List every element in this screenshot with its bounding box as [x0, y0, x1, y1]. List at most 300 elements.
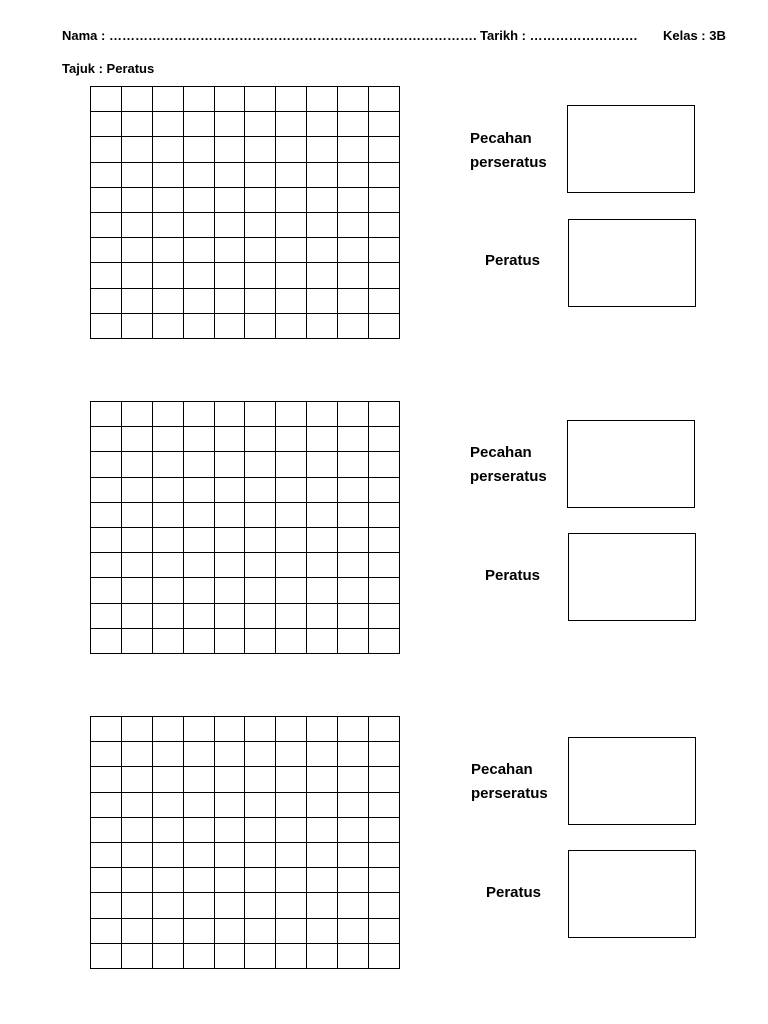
- grid-cell[interactable]: [122, 843, 153, 868]
- grid-cell[interactable]: [338, 402, 369, 427]
- grid-cell[interactable]: [245, 717, 276, 742]
- grid-cell[interactable]: [245, 213, 276, 238]
- grid-cell[interactable]: [153, 213, 184, 238]
- grid-cell[interactable]: [91, 263, 122, 288]
- grid-cell[interactable]: [245, 137, 276, 162]
- grid-cell[interactable]: [91, 528, 122, 553]
- grid-cell[interactable]: [122, 137, 153, 162]
- grid-cell[interactable]: [122, 112, 153, 137]
- grid-cell[interactable]: [122, 818, 153, 843]
- grid-cell[interactable]: [307, 742, 338, 767]
- grid-cell[interactable]: [153, 843, 184, 868]
- grid-cell[interactable]: [369, 452, 400, 477]
- grid-cell[interactable]: [338, 452, 369, 477]
- grid-cell[interactable]: [307, 629, 338, 654]
- grid-cell[interactable]: [184, 793, 215, 818]
- grid-cell[interactable]: [338, 238, 369, 263]
- grid-cell[interactable]: [307, 578, 338, 603]
- grid-cell[interactable]: [91, 289, 122, 314]
- grid-cell[interactable]: [276, 604, 307, 629]
- grid-cell[interactable]: [153, 188, 184, 213]
- grid-cell[interactable]: [184, 427, 215, 452]
- grid-cell[interactable]: [338, 893, 369, 918]
- grid-cell[interactable]: [307, 604, 338, 629]
- grid-cell[interactable]: [91, 629, 122, 654]
- grid-cell[interactable]: [276, 238, 307, 263]
- grid-cell[interactable]: [276, 263, 307, 288]
- grid-cell[interactable]: [153, 767, 184, 792]
- grid-cell[interactable]: [184, 553, 215, 578]
- grid-cell[interactable]: [307, 314, 338, 339]
- grid-cell[interactable]: [307, 289, 338, 314]
- grid-cell[interactable]: [338, 742, 369, 767]
- grid-cell[interactable]: [91, 238, 122, 263]
- grid-cell[interactable]: [276, 188, 307, 213]
- grid-cell[interactable]: [369, 919, 400, 944]
- grid-cell[interactable]: [91, 868, 122, 893]
- grid-cell[interactable]: [307, 163, 338, 188]
- grid-cell[interactable]: [215, 528, 246, 553]
- grid-cell[interactable]: [307, 452, 338, 477]
- grid-cell[interactable]: [369, 793, 400, 818]
- grid-cell[interactable]: [122, 553, 153, 578]
- grid-cell[interactable]: [338, 868, 369, 893]
- grid-cell[interactable]: [369, 188, 400, 213]
- grid-cell[interactable]: [369, 238, 400, 263]
- grid-cell[interactable]: [338, 793, 369, 818]
- nama-field[interactable]: Nama : ………………………………………………………………………….: [62, 28, 477, 43]
- grid-cell[interactable]: [215, 843, 246, 868]
- grid-cell[interactable]: [153, 629, 184, 654]
- grid-cell[interactable]: [122, 578, 153, 603]
- grid-cell[interactable]: [91, 604, 122, 629]
- grid-cell[interactable]: [184, 717, 215, 742]
- grid-cell[interactable]: [369, 112, 400, 137]
- grid-cell[interactable]: [307, 402, 338, 427]
- grid-cell[interactable]: [153, 87, 184, 112]
- grid-cell[interactable]: [91, 944, 122, 969]
- grid-cell[interactable]: [369, 629, 400, 654]
- grid-cell[interactable]: [184, 767, 215, 792]
- grid-cell[interactable]: [307, 427, 338, 452]
- grid-cell[interactable]: [276, 629, 307, 654]
- grid-cell[interactable]: [153, 528, 184, 553]
- grid-cell[interactable]: [184, 87, 215, 112]
- grid-cell[interactable]: [122, 314, 153, 339]
- grid-cell[interactable]: [307, 944, 338, 969]
- grid-cell[interactable]: [338, 919, 369, 944]
- grid-cell[interactable]: [91, 767, 122, 792]
- grid-cell[interactable]: [91, 818, 122, 843]
- grid-cell[interactable]: [153, 919, 184, 944]
- grid-cell[interactable]: [91, 478, 122, 503]
- grid-cell[interactable]: [276, 578, 307, 603]
- hundred-grid-3[interactable]: [90, 716, 400, 969]
- grid-cell[interactable]: [245, 478, 276, 503]
- grid-cell[interactable]: [153, 578, 184, 603]
- grid-cell[interactable]: [338, 427, 369, 452]
- grid-cell[interactable]: [369, 163, 400, 188]
- grid-cell[interactable]: [338, 843, 369, 868]
- grid-cell[interactable]: [91, 578, 122, 603]
- grid-cell[interactable]: [122, 944, 153, 969]
- grid-cell[interactable]: [307, 213, 338, 238]
- grid-cell[interactable]: [215, 717, 246, 742]
- grid-cell[interactable]: [369, 289, 400, 314]
- grid-cell[interactable]: [215, 503, 246, 528]
- grid-cell[interactable]: [122, 767, 153, 792]
- grid-cell[interactable]: [91, 137, 122, 162]
- grid-cell[interactable]: [307, 112, 338, 137]
- grid-cell[interactable]: [91, 503, 122, 528]
- grid-cell[interactable]: [215, 314, 246, 339]
- grid-cell[interactable]: [122, 528, 153, 553]
- grid-cell[interactable]: [215, 604, 246, 629]
- grid-cell[interactable]: [245, 503, 276, 528]
- grid-cell[interactable]: [122, 868, 153, 893]
- grid-cell[interactable]: [153, 238, 184, 263]
- grid-cell[interactable]: [215, 944, 246, 969]
- grid-cell[interactable]: [338, 767, 369, 792]
- grid-cell[interactable]: [338, 944, 369, 969]
- grid-cell[interactable]: [307, 478, 338, 503]
- grid-cell[interactable]: [122, 893, 153, 918]
- grid-cell[interactable]: [122, 289, 153, 314]
- grid-cell[interactable]: [369, 818, 400, 843]
- grid-cell[interactable]: [215, 553, 246, 578]
- grid-cell[interactable]: [245, 188, 276, 213]
- hundred-grid-2[interactable]: [90, 401, 400, 654]
- grid-cell[interactable]: [276, 818, 307, 843]
- grid-cell[interactable]: [245, 427, 276, 452]
- grid-cell[interactable]: [153, 944, 184, 969]
- grid-cell[interactable]: [153, 289, 184, 314]
- grid-cell[interactable]: [307, 767, 338, 792]
- grid-cell[interactable]: [184, 213, 215, 238]
- grid-cell[interactable]: [215, 188, 246, 213]
- grid-cell[interactable]: [153, 717, 184, 742]
- grid-cell[interactable]: [153, 112, 184, 137]
- grid-cell[interactable]: [91, 188, 122, 213]
- grid-cell[interactable]: [184, 402, 215, 427]
- grid-cell[interactable]: [215, 478, 246, 503]
- grid-cell[interactable]: [122, 717, 153, 742]
- grid-cell[interactable]: [245, 793, 276, 818]
- grid-cell[interactable]: [276, 767, 307, 792]
- grid-cell[interactable]: [276, 213, 307, 238]
- grid-cell[interactable]: [91, 717, 122, 742]
- grid-cell[interactable]: [153, 263, 184, 288]
- grid-cell[interactable]: [369, 427, 400, 452]
- grid-cell[interactable]: [153, 402, 184, 427]
- grid-cell[interactable]: [369, 604, 400, 629]
- grid-cell[interactable]: [338, 87, 369, 112]
- grid-cell[interactable]: [276, 112, 307, 137]
- grid-cell[interactable]: [307, 793, 338, 818]
- percent-answer-box-2[interactable]: [568, 533, 696, 621]
- grid-cell[interactable]: [153, 452, 184, 477]
- grid-cell[interactable]: [245, 238, 276, 263]
- grid-cell[interactable]: [276, 427, 307, 452]
- grid-cell[interactable]: [276, 868, 307, 893]
- grid-cell[interactable]: [338, 629, 369, 654]
- grid-cell[interactable]: [338, 289, 369, 314]
- grid-cell[interactable]: [184, 629, 215, 654]
- grid-cell[interactable]: [184, 478, 215, 503]
- grid-cell[interactable]: [338, 503, 369, 528]
- grid-cell[interactable]: [338, 263, 369, 288]
- grid-cell[interactable]: [184, 578, 215, 603]
- grid-cell[interactable]: [91, 893, 122, 918]
- grid-cell[interactable]: [245, 528, 276, 553]
- grid-cell[interactable]: [184, 843, 215, 868]
- grid-cell[interactable]: [276, 478, 307, 503]
- tarikh-field[interactable]: Tarikh : …………………….: [480, 28, 638, 43]
- fraction-answer-box-2[interactable]: [567, 420, 695, 508]
- grid-cell[interactable]: [122, 188, 153, 213]
- grid-cell[interactable]: [184, 137, 215, 162]
- grid-cell[interactable]: [215, 213, 246, 238]
- grid-cell[interactable]: [338, 137, 369, 162]
- grid-cell[interactable]: [245, 314, 276, 339]
- grid-cell[interactable]: [338, 604, 369, 629]
- grid-cell[interactable]: [276, 137, 307, 162]
- grid-cell[interactable]: [338, 163, 369, 188]
- grid-cell[interactable]: [184, 503, 215, 528]
- fraction-answer-box-1[interactable]: [567, 105, 695, 193]
- grid-cell[interactable]: [184, 742, 215, 767]
- grid-cell[interactable]: [122, 503, 153, 528]
- grid-cell[interactable]: [338, 553, 369, 578]
- grid-cell[interactable]: [122, 629, 153, 654]
- grid-cell[interactable]: [245, 289, 276, 314]
- grid-cell[interactable]: [122, 452, 153, 477]
- fraction-answer-box-3[interactable]: [568, 737, 696, 825]
- grid-cell[interactable]: [307, 238, 338, 263]
- grid-cell[interactable]: [153, 478, 184, 503]
- grid-cell[interactable]: [215, 289, 246, 314]
- grid-cell[interactable]: [338, 188, 369, 213]
- grid-cell[interactable]: [307, 263, 338, 288]
- grid-cell[interactable]: [338, 578, 369, 603]
- grid-cell[interactable]: [245, 163, 276, 188]
- grid-cell[interactable]: [153, 818, 184, 843]
- grid-cell[interactable]: [91, 919, 122, 944]
- grid-cell[interactable]: [369, 213, 400, 238]
- grid-cell[interactable]: [184, 263, 215, 288]
- grid-cell[interactable]: [122, 742, 153, 767]
- grid-cell[interactable]: [276, 553, 307, 578]
- grid-cell[interactable]: [122, 213, 153, 238]
- grid-cell[interactable]: [245, 818, 276, 843]
- grid-cell[interactable]: [122, 402, 153, 427]
- grid-cell[interactable]: [215, 868, 246, 893]
- grid-cell[interactable]: [91, 427, 122, 452]
- grid-cell[interactable]: [122, 263, 153, 288]
- grid-cell[interactable]: [245, 893, 276, 918]
- grid-cell[interactable]: [245, 843, 276, 868]
- grid-cell[interactable]: [153, 604, 184, 629]
- grid-cell[interactable]: [122, 478, 153, 503]
- grid-cell[interactable]: [369, 478, 400, 503]
- grid-cell[interactable]: [276, 452, 307, 477]
- grid-cell[interactable]: [153, 137, 184, 162]
- grid-cell[interactable]: [215, 578, 246, 603]
- grid-cell[interactable]: [307, 919, 338, 944]
- grid-cell[interactable]: [91, 112, 122, 137]
- grid-cell[interactable]: [91, 793, 122, 818]
- grid-cell[interactable]: [122, 604, 153, 629]
- grid-cell[interactable]: [276, 314, 307, 339]
- grid-cell[interactable]: [369, 578, 400, 603]
- grid-cell[interactable]: [153, 893, 184, 918]
- grid-cell[interactable]: [215, 893, 246, 918]
- grid-cell[interactable]: [153, 793, 184, 818]
- grid-cell[interactable]: [307, 843, 338, 868]
- grid-cell[interactable]: [369, 868, 400, 893]
- grid-cell[interactable]: [215, 112, 246, 137]
- grid-cell[interactable]: [307, 893, 338, 918]
- grid-cell[interactable]: [153, 503, 184, 528]
- grid-cell[interactable]: [338, 717, 369, 742]
- grid-cell[interactable]: [369, 944, 400, 969]
- grid-cell[interactable]: [369, 553, 400, 578]
- grid-cell[interactable]: [245, 402, 276, 427]
- grid-cell[interactable]: [276, 87, 307, 112]
- grid-cell[interactable]: [245, 263, 276, 288]
- grid-cell[interactable]: [91, 314, 122, 339]
- grid-cell[interactable]: [184, 314, 215, 339]
- grid-cell[interactable]: [184, 163, 215, 188]
- grid-cell[interactable]: [215, 742, 246, 767]
- grid-cell[interactable]: [91, 452, 122, 477]
- grid-cell[interactable]: [369, 87, 400, 112]
- grid-cell[interactable]: [338, 818, 369, 843]
- grid-cell[interactable]: [153, 868, 184, 893]
- grid-cell[interactable]: [245, 868, 276, 893]
- grid-cell[interactable]: [276, 944, 307, 969]
- hundred-grid-1[interactable]: [90, 86, 400, 339]
- grid-cell[interactable]: [245, 112, 276, 137]
- grid-cell[interactable]: [184, 818, 215, 843]
- grid-cell[interactable]: [91, 742, 122, 767]
- grid-cell[interactable]: [215, 87, 246, 112]
- grid-cell[interactable]: [122, 427, 153, 452]
- grid-cell[interactable]: [338, 112, 369, 137]
- grid-cell[interactable]: [153, 314, 184, 339]
- grid-cell[interactable]: [215, 818, 246, 843]
- grid-cell[interactable]: [215, 452, 246, 477]
- grid-cell[interactable]: [307, 528, 338, 553]
- grid-cell[interactable]: [276, 503, 307, 528]
- grid-cell[interactable]: [91, 843, 122, 868]
- grid-cell[interactable]: [307, 553, 338, 578]
- grid-cell[interactable]: [338, 478, 369, 503]
- grid-cell[interactable]: [184, 238, 215, 263]
- grid-cell[interactable]: [122, 87, 153, 112]
- grid-cell[interactable]: [91, 553, 122, 578]
- grid-cell[interactable]: [276, 289, 307, 314]
- grid-cell[interactable]: [184, 944, 215, 969]
- grid-cell[interactable]: [184, 919, 215, 944]
- grid-cell[interactable]: [122, 919, 153, 944]
- grid-cell[interactable]: [153, 427, 184, 452]
- grid-cell[interactable]: [307, 818, 338, 843]
- grid-cell[interactable]: [369, 742, 400, 767]
- grid-cell[interactable]: [184, 604, 215, 629]
- grid-cell[interactable]: [122, 238, 153, 263]
- grid-cell[interactable]: [369, 528, 400, 553]
- grid-cell[interactable]: [215, 919, 246, 944]
- grid-cell[interactable]: [215, 137, 246, 162]
- grid-cell[interactable]: [184, 112, 215, 137]
- grid-cell[interactable]: [276, 528, 307, 553]
- grid-cell[interactable]: [245, 742, 276, 767]
- grid-cell[interactable]: [276, 893, 307, 918]
- grid-cell[interactable]: [307, 137, 338, 162]
- grid-cell[interactable]: [276, 843, 307, 868]
- grid-cell[interactable]: [91, 163, 122, 188]
- grid-cell[interactable]: [215, 402, 246, 427]
- grid-cell[interactable]: [215, 793, 246, 818]
- grid-cell[interactable]: [153, 553, 184, 578]
- grid-cell[interactable]: [215, 163, 246, 188]
- grid-cell[interactable]: [245, 87, 276, 112]
- grid-cell[interactable]: [215, 427, 246, 452]
- grid-cell[interactable]: [153, 742, 184, 767]
- grid-cell[interactable]: [307, 868, 338, 893]
- grid-cell[interactable]: [245, 604, 276, 629]
- grid-cell[interactable]: [338, 213, 369, 238]
- grid-cell[interactable]: [215, 238, 246, 263]
- grid-cell[interactable]: [184, 188, 215, 213]
- grid-cell[interactable]: [369, 263, 400, 288]
- percent-answer-box-1[interactable]: [568, 219, 696, 307]
- grid-cell[interactable]: [245, 452, 276, 477]
- grid-cell[interactable]: [215, 767, 246, 792]
- grid-cell[interactable]: [245, 629, 276, 654]
- grid-cell[interactable]: [276, 742, 307, 767]
- grid-cell[interactable]: [91, 402, 122, 427]
- grid-cell[interactable]: [245, 578, 276, 603]
- grid-cell[interactable]: [369, 717, 400, 742]
- grid-cell[interactable]: [276, 402, 307, 427]
- grid-cell[interactable]: [153, 163, 184, 188]
- grid-cell[interactable]: [245, 944, 276, 969]
- grid-cell[interactable]: [184, 289, 215, 314]
- grid-cell[interactable]: [338, 528, 369, 553]
- grid-cell[interactable]: [369, 314, 400, 339]
- grid-cell[interactable]: [184, 868, 215, 893]
- grid-cell[interactable]: [307, 188, 338, 213]
- grid-cell[interactable]: [276, 919, 307, 944]
- grid-cell[interactable]: [215, 629, 246, 654]
- grid-cell[interactable]: [276, 793, 307, 818]
- grid-cell[interactable]: [91, 213, 122, 238]
- grid-cell[interactable]: [369, 767, 400, 792]
- grid-cell[interactable]: [369, 843, 400, 868]
- grid-cell[interactable]: [307, 717, 338, 742]
- grid-cell[interactable]: [245, 767, 276, 792]
- grid-cell[interactable]: [369, 503, 400, 528]
- grid-cell[interactable]: [245, 553, 276, 578]
- grid-cell[interactable]: [338, 314, 369, 339]
- grid-cell[interactable]: [369, 137, 400, 162]
- grid-cell[interactable]: [184, 452, 215, 477]
- grid-cell[interactable]: [215, 263, 246, 288]
- grid-cell[interactable]: [184, 528, 215, 553]
- grid-cell[interactable]: [184, 893, 215, 918]
